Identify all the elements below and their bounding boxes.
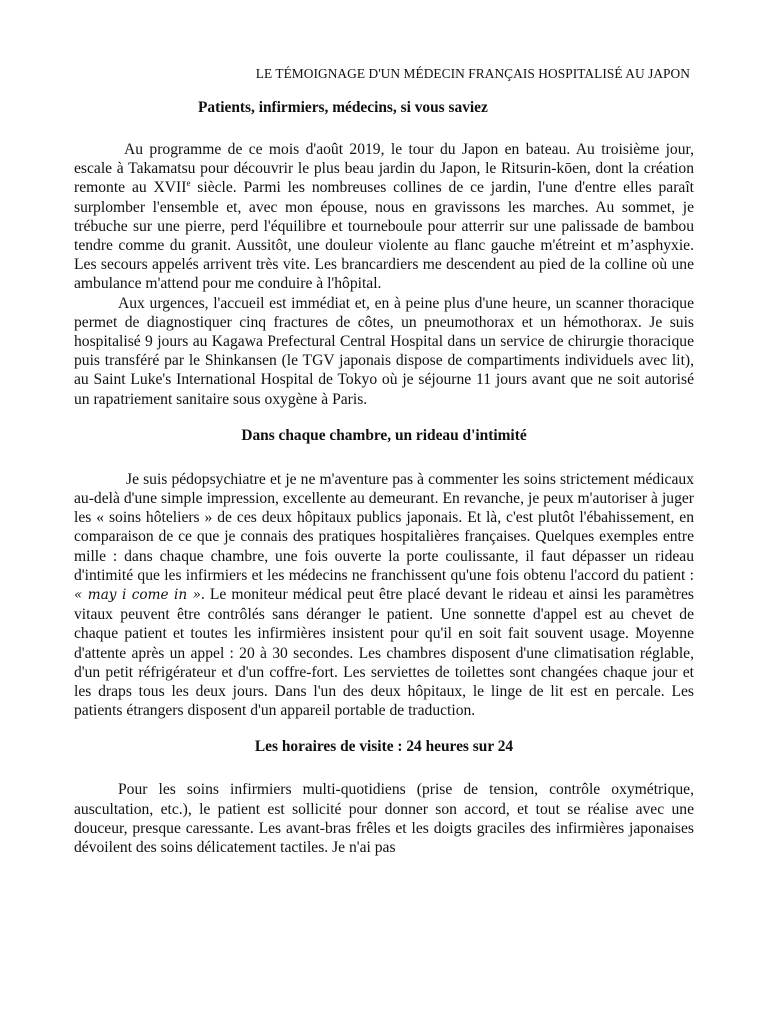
paragraph-3-text-b: . Le moniteur médical peut être placé devant le rideau et ainsi les paramètres vitaux peuvent être contrôlés sans déranger le patient. Une sonnette d'appel est au chevet de chaque patient et toutes les infirmières insistent pour qu'il en soit fait souvent usage. Moyenne d'attente après un appel : 20 à 30 secondes. Les chambres disposent d'une climatisation réglable, d'un petit réfrigérateur et d'un coffre-fort. Les serviettes de toilettes sont changées chaque jour et les draps tous les deux jours. Dans l'un des deux hôpitaux, le linge de lit est en percale. Les patients étrangers disposent d'un appareil portable de traduction. <box>74 586 694 720</box>
subtitle-horaires: Les horaires de visite : 24 heures sur 24 <box>254 738 514 756</box>
subtitle-rideau: Dans chaque chambre, un rideau d'intimité <box>241 426 527 444</box>
paragraph-3 <box>74 470 694 721</box>
paragraph-2: Aux urgences, l'accueil est immédiat et, en à peine plus d'une heure, un scanner thoracique permet de diagnostiquer cinq fractures de côtes, un pneumothorax et un hémothorax. Je suis hospitalisé 9 jours au Kagawa Prefectural Central Hospital dans un service de chirurgie thoracique puis transféré par le Shinkansen (le TGV japonais dispose de compartiments individuels avec lit), au Saint Luke's International Hospital de Tokyo où je séjourne 11 jours avant que ne soit autorisé un rapatriement sanitaire sous oxygène à Paris. <box>74 294 694 408</box>
paragraph-4: Pour les soins infirmiers multi-quotidiens (prise de tension, contrôle oxymétrique, auscultation, etc.), le patient est sollicité pour donner son accord, et tout se réalise avec une douceur, presque caressante. Les avant-bras frêles et les doigts graciles des infirmières japonaises dévoilent des soins délicatement tactiles. Je n'ai pas <box>74 781 694 857</box>
paragraph-1-text-a: Au programme de ce mois d'août 2019, le tour du Japon en bateau. Au troisième jour, escale à Takamatsu pour découvrir le plus beau jardin du Japon, le Ritsurin-kōen, dont la création remonte au XVII <box>74 141 694 197</box>
quote-may-i-come-in: « may i come in » <box>74 587 201 604</box>
century-superscript: e <box>186 178 191 189</box>
paragraph-3-text-a: Je suis pédopsychiatre et je ne m'aventure pas à commenter les soins strictement médicaux au-delà d'une simple impression, excellente au demeurant. En revanche, je peux m'autoriser à juger les « soins hôteliers » de ces deux hôpitaux publics japonais. Et là, c'est plutôt l'ébahissement, en comparaison de ce que je connais des pratiques hospitalières françaises. Quelques exemples entre mille : dans chaque chambre, une fois ouverte la porte coulissante, il faut dépasser un rideau d'intimité que les infirmiers et les médecins ne franchissent qu'une fois obtenu l'accord du patient : <box>74 470 694 584</box>
article-title: Patients, infirmiers, médecins, si vous saviez <box>198 99 488 116</box>
paragraph-1 <box>74 140 694 294</box>
document-page <box>74 66 694 857</box>
paragraph-1-text-b: siècle. Parmi les nombreuses collines de ce jardin, l'une d'entre elles paraît surplomber l'ensemble et, avec mon épouse, nous en gravissons les marches. Au sommet, je trébuche sur une pierre, perd l'équilibre et tourneboule pour atterrir sur une palissade de bambou tendre comme du granit. Aussitôt, une douleur violente au flanc gauche m'étreint et m’asphyxie. Les secours appelés arrivent très vite. Les brancardiers me descendent au pied de la colline où une ambulance m'attend pour me conduire à l'hôpital. <box>74 179 694 293</box>
running-title: LE TÉMOIGNAGE D'UN MÉDECIN FRANÇAIS HOSPITALISÉ AU JAPON <box>255 66 690 81</box>
